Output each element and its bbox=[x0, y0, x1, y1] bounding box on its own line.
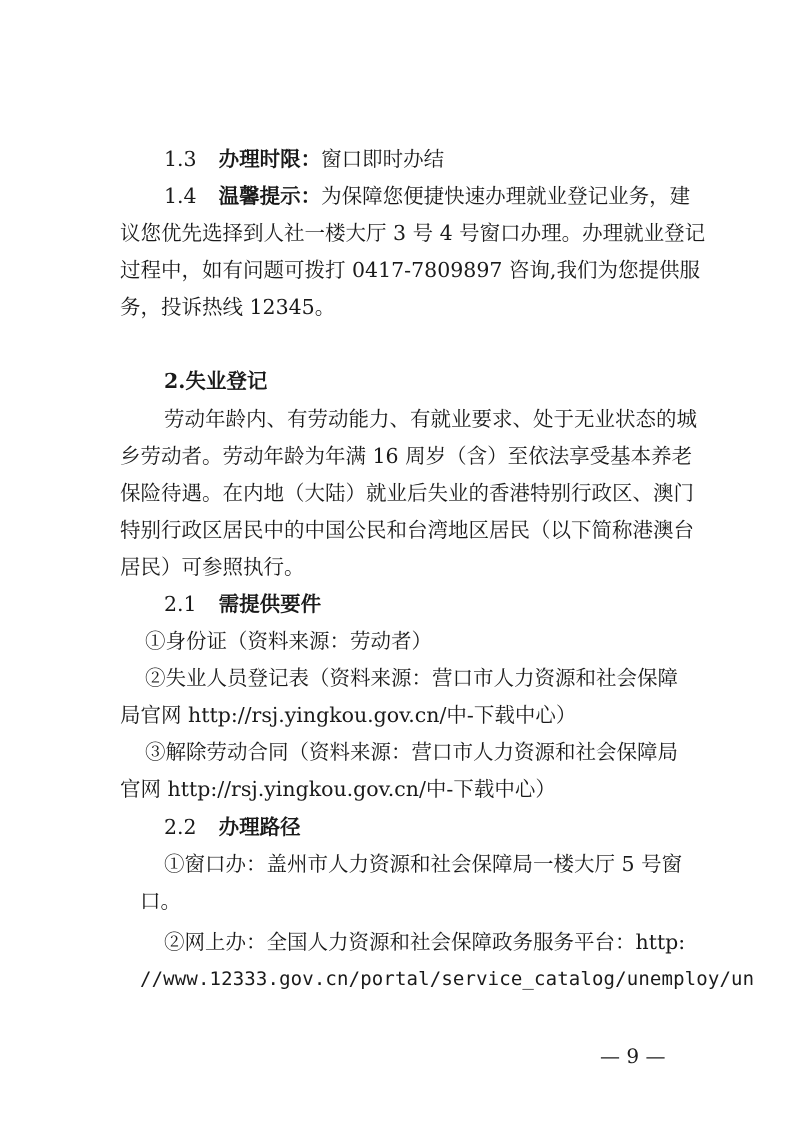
paragraph-line: 过程中，如有问题可拨打 0417-7809897 咨询,我们为您提供服 bbox=[120, 258, 700, 282]
section-label: 温馨提示： bbox=[218, 184, 322, 208]
list-item-continued: 官网 http://rsj.yingkou.gov.cn/中-下载中心） bbox=[120, 777, 556, 801]
paragraph-line: 保险待遇。在内地（大陆）就业后失业的香港特别行政区、澳门 bbox=[120, 481, 694, 505]
paragraph-line: 乡劳动者。劳动年龄为年满 16 周岁（含）至依法享受基本养老 bbox=[120, 444, 693, 468]
section-2-1 bbox=[164, 590, 321, 618]
paragraph-line: 居民）可参照执行。 bbox=[120, 555, 305, 579]
section-number: 1.4 bbox=[164, 184, 197, 208]
section-title: 办理路径 bbox=[218, 815, 301, 839]
section-1-3 bbox=[164, 145, 444, 173]
paragraph-line: 劳动年龄内、有劳动能力、有就业要求、处于无业状态的城 bbox=[164, 407, 697, 431]
list-item-continued: //www.12333.gov.cn/portal/service_catalog/unemploy/un bbox=[140, 968, 755, 990]
list-item: ①身份证（资料来源：劳动者） bbox=[145, 629, 432, 653]
paragraph-line: 为保障您便捷快速办理就业登记业务，建 bbox=[321, 184, 691, 208]
list-item: ①窗口办：盖州市人力资源和社会保障局一楼大厅 5 号窗 bbox=[164, 852, 683, 876]
section-text: 窗口即时办结 bbox=[321, 147, 445, 171]
section-2-2 bbox=[164, 813, 301, 841]
list-item: ②网上办：全国人力资源和社会保障政务服务平台：http: bbox=[164, 930, 686, 954]
page-number: — 9 — bbox=[600, 1044, 666, 1068]
section-number: 2.1 bbox=[164, 592, 197, 616]
list-item: ③解除劳动合同（资料来源：营口市人力资源和社会保障局 bbox=[145, 740, 678, 764]
section-label: 办理时限： bbox=[218, 147, 322, 171]
list-item: ②失业人员登记表（资料来源：营口市人力资源和社会保障 bbox=[145, 666, 678, 690]
section-number: 2.2 bbox=[164, 815, 197, 839]
section-title: 需提供要件 bbox=[218, 592, 322, 616]
section-1-4 bbox=[164, 182, 691, 210]
paragraph-line: 务，投诉热线 12345。 bbox=[120, 295, 336, 319]
paragraph-line: 特别行政区居民中的中国公民和台湾地区居民（以下简称港澳台 bbox=[120, 518, 694, 542]
list-item-continued: 口。 bbox=[140, 889, 181, 913]
paragraph-line: 议您优先选择到人社一楼大厅 3 号 4 号窗口办理。办理就业登记 bbox=[120, 221, 706, 245]
section-heading: 2.失业登记 bbox=[164, 369, 268, 393]
section-number: 1.3 bbox=[164, 147, 197, 171]
list-item-continued: 局官网 http://rsj.yingkou.gov.cn/中-下载中心） bbox=[120, 703, 577, 727]
